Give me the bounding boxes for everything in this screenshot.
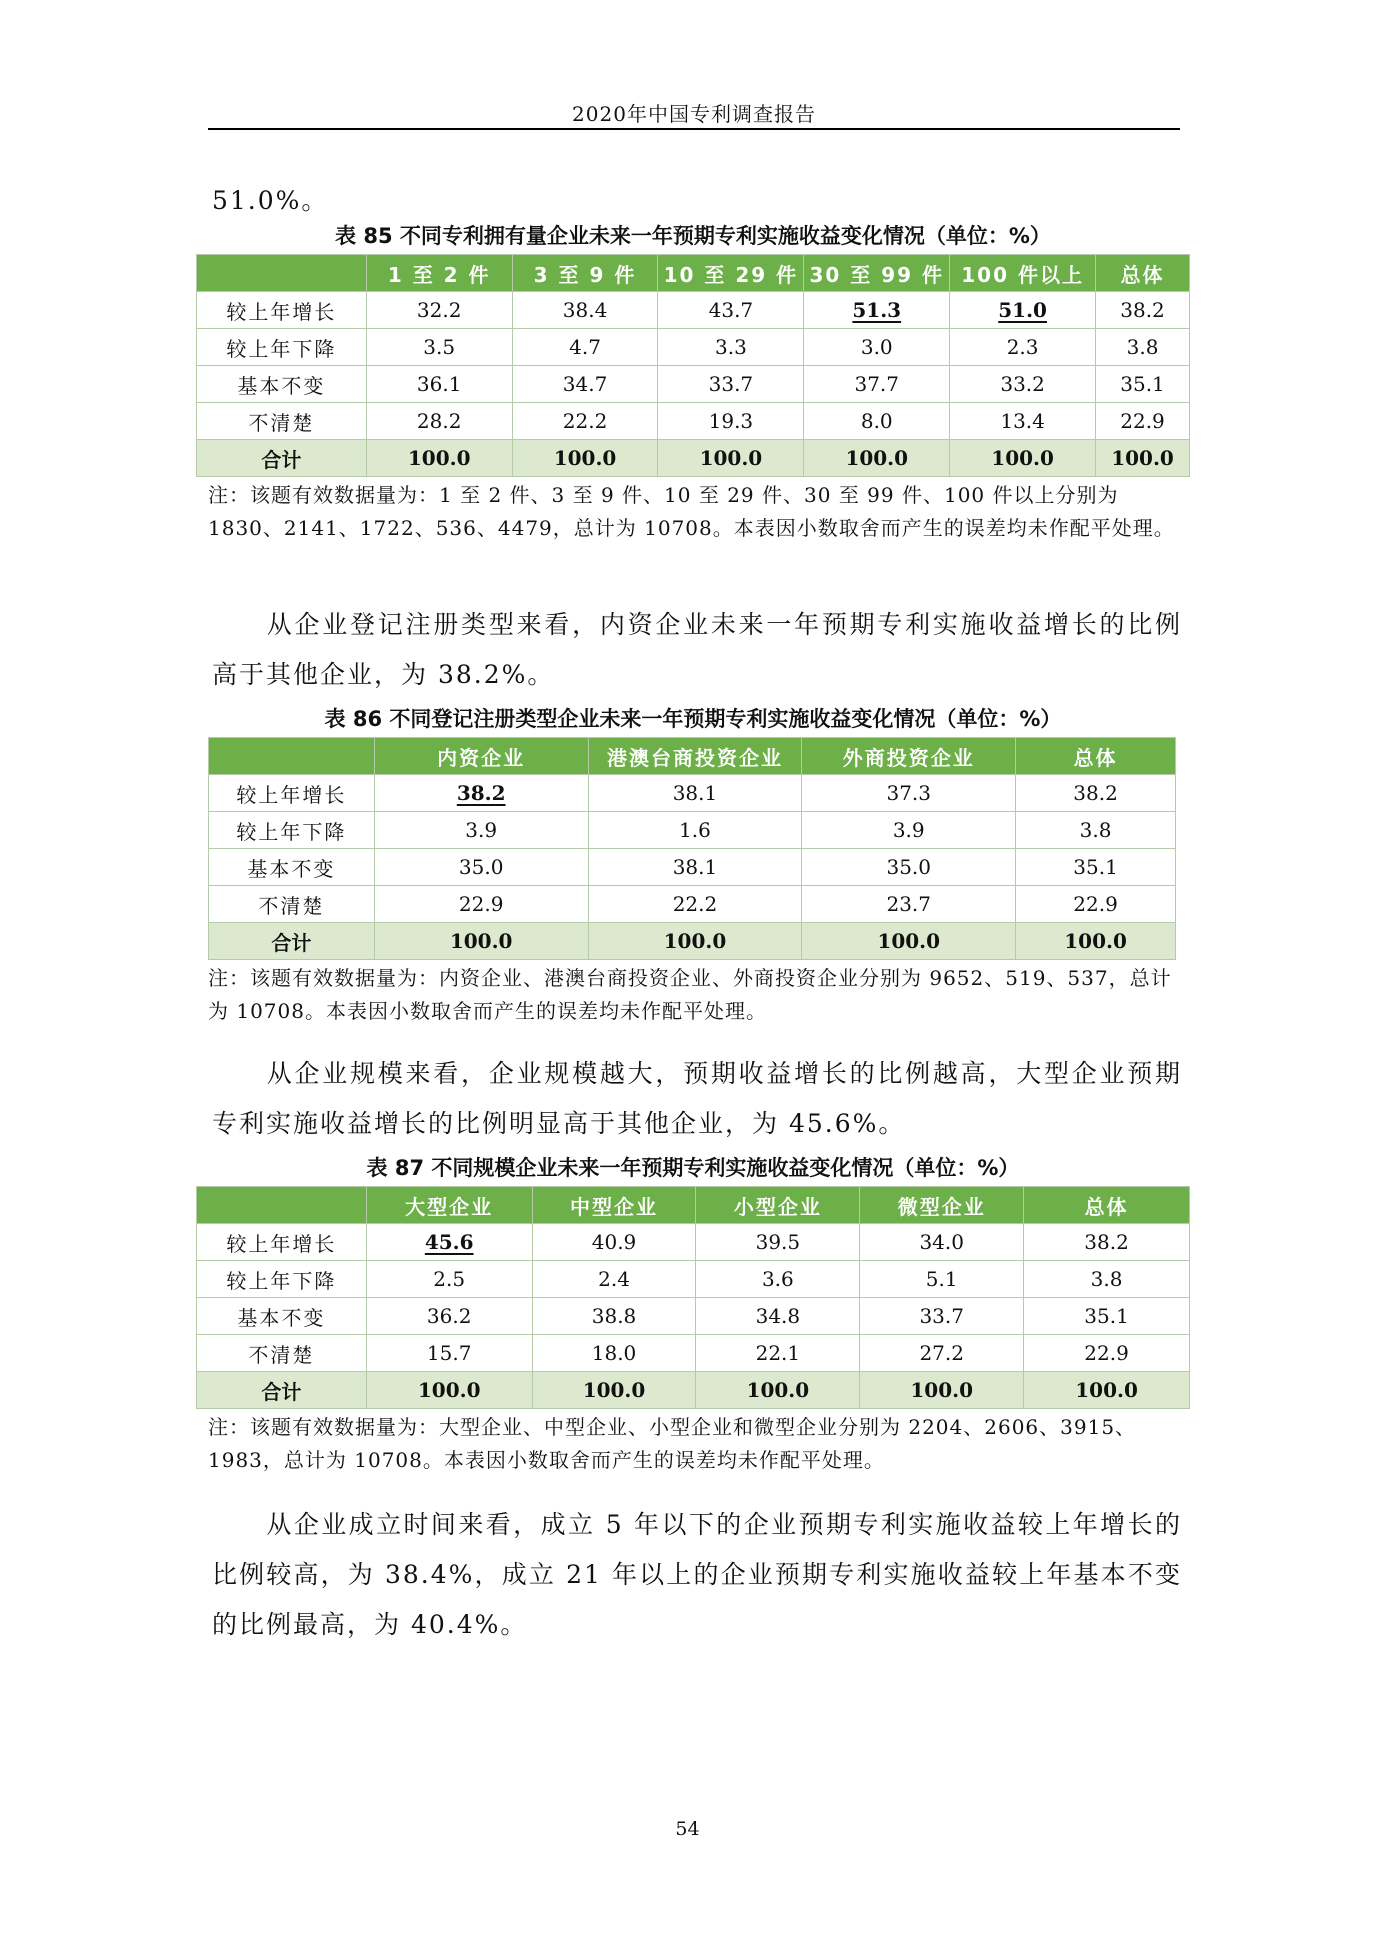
table-cell: 100.0: [1016, 923, 1176, 960]
row-label: 较上年增长: [197, 1224, 367, 1261]
table-cell: 36.1: [366, 366, 512, 403]
row-label: 较上年增长: [209, 775, 375, 812]
table-row: [197, 292, 1190, 329]
table-cell: 18.0: [532, 1335, 696, 1372]
row-label: 较上年下降: [197, 329, 367, 366]
header-cell: 3 至 9 件: [512, 255, 658, 292]
table-cell: 1.6: [588, 812, 802, 849]
table-cell: 100.0: [658, 440, 804, 477]
table-row: [197, 1335, 1190, 1372]
total-row: [209, 923, 1176, 960]
table-cell: 100.0: [588, 923, 802, 960]
header-cell: 总体: [1096, 255, 1190, 292]
table-cell: 38.2: [1016, 775, 1176, 812]
intro-fragment: 51.0%。: [212, 186, 329, 215]
table-cell: 35.0: [374, 849, 588, 886]
table-header-row: [209, 738, 1176, 775]
header-cell: 100 件以上: [950, 255, 1096, 292]
paragraph-text: 从企业规模来看，企业规模越大，预期收益增长的比例越高，大型企业预期专利实施收益增长的比例明显高于其他企业，为 45.6%。: [212, 1059, 1182, 1138]
table-cell: 39.5: [696, 1224, 860, 1261]
header-cell: 微型企业: [860, 1187, 1024, 1224]
total-row: [197, 440, 1190, 477]
table-header-row: [197, 1187, 1190, 1224]
table-cell: 19.3: [658, 403, 804, 440]
table-cell: 100.0: [804, 440, 950, 477]
table-cell: 100.0: [1096, 440, 1190, 477]
table-cell: 2.4: [532, 1261, 696, 1298]
header-cell-empty: [209, 738, 375, 775]
table-cell: 100.0: [512, 440, 658, 477]
header-cell: 外商投资企业: [802, 738, 1016, 775]
table-row: [197, 329, 1190, 366]
table-row: [209, 812, 1176, 849]
table-cell: 3.5: [366, 329, 512, 366]
table-cell: 38.2: [1024, 1224, 1190, 1261]
table-cell: 43.7: [658, 292, 804, 329]
table-cell: 3.3: [658, 329, 804, 366]
row-label: 基本不变: [209, 849, 375, 886]
table-cell: 35.1: [1096, 366, 1190, 403]
highlight-cell: 51.0: [950, 292, 1096, 329]
table-85: [196, 254, 1190, 477]
highlight-cell: 51.3: [804, 292, 950, 329]
table-cell: 22.9: [1016, 886, 1176, 923]
table-cell: 15.7: [366, 1335, 532, 1372]
table-cell: 3.6: [696, 1261, 860, 1298]
table-row: [197, 1224, 1190, 1261]
table-cell: 35.0: [802, 849, 1016, 886]
table-cell: 38.2: [1096, 292, 1190, 329]
table-cell: 36.2: [366, 1298, 532, 1335]
table-cell: 40.9: [532, 1224, 696, 1261]
table-cell: 100.0: [696, 1372, 860, 1409]
table-cell: 100.0: [950, 440, 1096, 477]
row-label: 合计: [209, 923, 375, 960]
table-cell: 35.1: [1024, 1298, 1190, 1335]
highlight-cell: 45.6: [366, 1224, 532, 1261]
table-cell: 38.4: [512, 292, 658, 329]
paragraph-scale: [212, 1049, 1182, 1149]
header-cell-empty: [197, 1187, 367, 1224]
table-cell: 100.0: [366, 440, 512, 477]
header-cell: 总体: [1016, 738, 1176, 775]
paragraph-registration-type: [212, 600, 1182, 700]
table-cell: 28.2: [366, 403, 512, 440]
table-cell: 100.0: [860, 1372, 1024, 1409]
paragraph-text: 从企业成立时间来看，成立 5 年以下的企业预期专利实施收益较上年增长的比例较高，为 38.4%，成立 21 年以上的企业预期专利实施收益较上年基本不变的比例最高，为 40.4%。: [212, 1510, 1182, 1639]
header-cell-empty: [197, 255, 367, 292]
total-row: [197, 1372, 1190, 1409]
table-cell: 100.0: [532, 1372, 696, 1409]
row-label: 不清楚: [197, 1335, 367, 1372]
table-86-caption: 表 86 不同登记注册类型企业未来一年预期专利实施收益变化情况（单位：%）: [324, 707, 1062, 731]
table-row: [197, 1261, 1190, 1298]
table-cell: 23.7: [802, 886, 1016, 923]
header-cell: 30 至 99 件: [804, 255, 950, 292]
table-cell: 22.9: [1024, 1335, 1190, 1372]
table-87: [196, 1186, 1190, 1409]
table-cell: 33.2: [950, 366, 1096, 403]
header-cell: 10 至 29 件: [658, 255, 804, 292]
table-cell: 13.4: [950, 403, 1096, 440]
page-number: 54: [675, 1818, 700, 1840]
table-cell: 37.7: [804, 366, 950, 403]
highlight-cell: 38.2: [374, 775, 588, 812]
table-row: [197, 1298, 1190, 1335]
table-cell: 4.7: [512, 329, 658, 366]
row-label: 基本不变: [197, 1298, 367, 1335]
table-cell: 38.1: [588, 775, 802, 812]
table-cell: 3.8: [1096, 329, 1190, 366]
table-cell: 22.2: [512, 403, 658, 440]
header-cell: 小型企业: [696, 1187, 860, 1224]
table-cell: 100.0: [366, 1372, 532, 1409]
table-cell: 22.1: [696, 1335, 860, 1372]
table-cell: 38.8: [532, 1298, 696, 1335]
row-label: 不清楚: [209, 886, 375, 923]
header-cell: 总体: [1024, 1187, 1190, 1224]
paragraph-text: 从企业登记注册类型来看，内资企业未来一年预期专利实施收益增长的比例高于其他企业，为 38.2%。: [212, 610, 1182, 689]
table-row: [197, 403, 1190, 440]
row-label: 合计: [197, 440, 367, 477]
header-divider: [208, 128, 1180, 130]
table-87-caption: 表 87 不同规模企业未来一年预期专利实施收益变化情况（单位：%）: [366, 1156, 1020, 1180]
table-86-note: 注：该题有效数据量为：内资企业、港澳台商投资企业、外商投资企业分别为 9652、519、537，总计为 10708。本表因小数取舍而产生的误差均未作配平处理。: [208, 966, 1172, 1023]
table-row: [209, 775, 1176, 812]
table-cell: 2.5: [366, 1261, 532, 1298]
row-label: 基本不变: [197, 366, 367, 403]
header-cell: 内资企业: [374, 738, 588, 775]
table-cell: 8.0: [804, 403, 950, 440]
header-cell: 大型企业: [366, 1187, 532, 1224]
table-cell: 37.3: [802, 775, 1016, 812]
table-header-row: [197, 255, 1190, 292]
table-87-note: 注：该题有效数据量为：大型企业、中型企业、小型企业和微型企业分别为 2204、2606、3915、1983，总计为 10708。本表因小数取舍而产生的误差均未作配平处理。: [208, 1415, 1137, 1472]
table-cell: 33.7: [860, 1298, 1024, 1335]
header-cell: 港澳台商投资企业: [588, 738, 802, 775]
table-cell: 3.9: [802, 812, 1016, 849]
table-cell: 2.3: [950, 329, 1096, 366]
table-cell: 35.1: [1016, 849, 1176, 886]
paragraph-establishment-time: [212, 1500, 1182, 1650]
header-cell: 1 至 2 件: [366, 255, 512, 292]
row-label: 不清楚: [197, 403, 367, 440]
running-header: 2020年中国专利调查报告: [572, 102, 816, 126]
table-row: [197, 366, 1190, 403]
row-label: 较上年下降: [197, 1261, 367, 1298]
row-label: 较上年下降: [209, 812, 375, 849]
table-85-note: 注：该题有效数据量为：1 至 2 件、3 至 9 件、10 至 29 件、30 至 99 件、100 件以上分别为 1830、2141、1722、536、4479，总计为 10708。本表因小数取舍而产生的误差均未作配平处理。: [208, 483, 1175, 540]
table-cell: 3.0: [804, 329, 950, 366]
table-cell: 3.9: [374, 812, 588, 849]
row-label: 较上年增长: [197, 292, 367, 329]
table-cell: 34.0: [860, 1224, 1024, 1261]
row-label: 合计: [197, 1372, 367, 1409]
table-cell: 38.1: [588, 849, 802, 886]
table-cell: 100.0: [1024, 1372, 1190, 1409]
table-cell: 100.0: [802, 923, 1016, 960]
table-cell: 22.9: [1096, 403, 1190, 440]
table-cell: 22.9: [374, 886, 588, 923]
table-85-caption: 表 85 不同专利拥有量企业未来一年预期专利实施收益变化情况（单位：%）: [335, 224, 1051, 248]
table-cell: 3.8: [1016, 812, 1176, 849]
table-cell: 5.1: [860, 1261, 1024, 1298]
table-cell: 22.2: [588, 886, 802, 923]
table-cell: 33.7: [658, 366, 804, 403]
header-cell: 中型企业: [532, 1187, 696, 1224]
table-cell: 3.8: [1024, 1261, 1190, 1298]
table-cell: 34.8: [696, 1298, 860, 1335]
table-row: [209, 849, 1176, 886]
table-86: [208, 737, 1176, 960]
table-cell: 27.2: [860, 1335, 1024, 1372]
table-cell: 34.7: [512, 366, 658, 403]
table-cell: 32.2: [366, 292, 512, 329]
table-cell: 100.0: [374, 923, 588, 960]
table-row: [209, 886, 1176, 923]
